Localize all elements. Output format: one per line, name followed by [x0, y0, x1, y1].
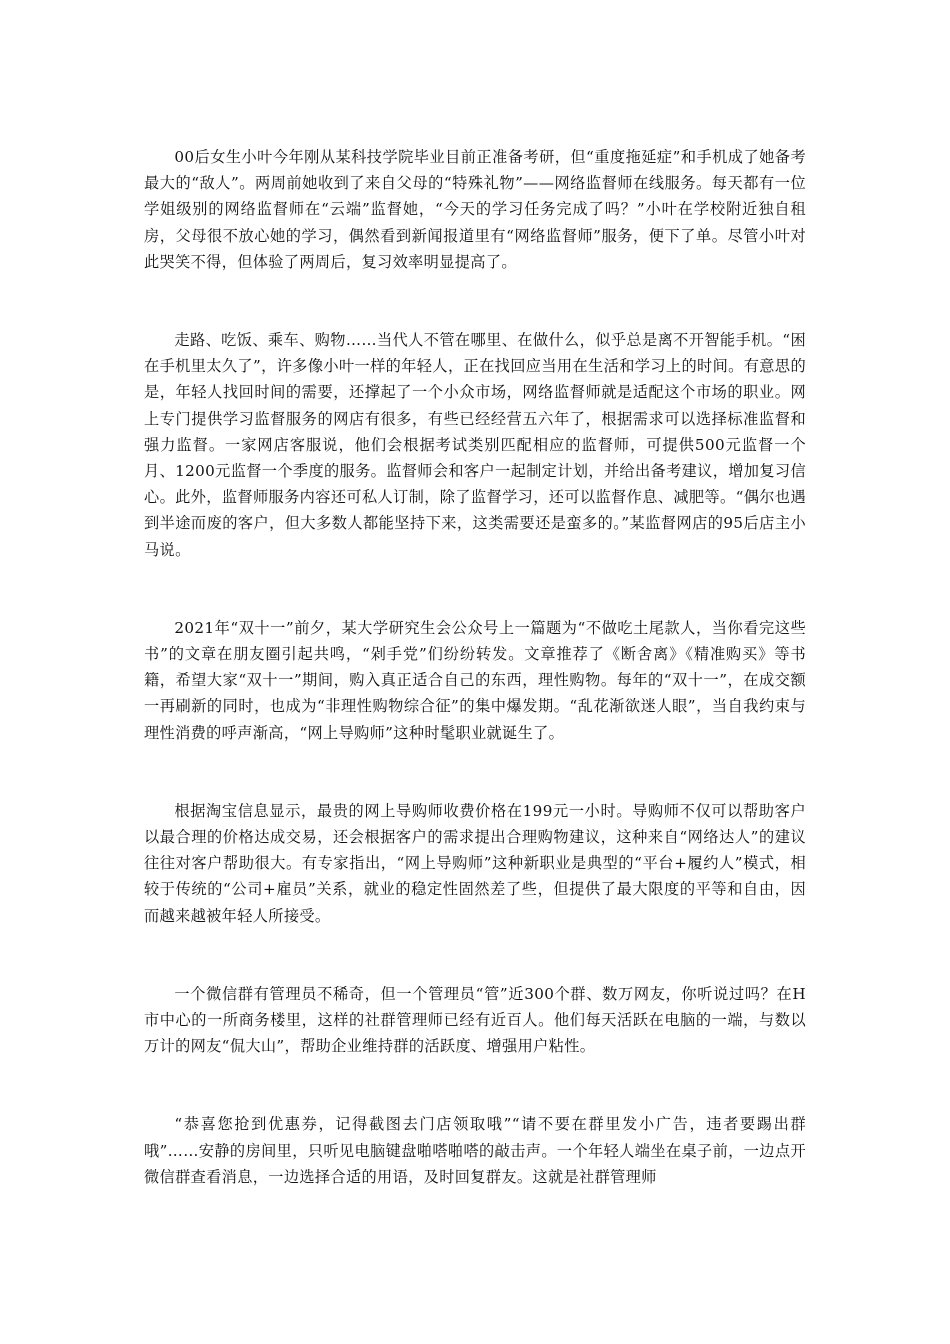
paragraph-supervision-market: 走路、吃饭、乘车、购物……当代人不管在哪里、在做什么，似乎总是离不开智能手机。“困在手机里太久了”，许多像小叶一样的年轻人，正在找回应当用在生活和学习上的时间。有意思的是，年轻人找回时间的需要，还撑起了一个小众市场，网络监督师就是适配这个市场的职业。网上专门提供学习监督服务的网店有很多，有些已经经营五六年了，根据需求可以选择标准监督和强力监督。一家网店客服说，他们会根据考试类别匹配相应的监督师，可提供500元监督一个月、1200元监督一个季度的服务。监督师会和客户一起制定计划，并给出备考建议，增加复习信心。此外，监督师服务内容还可私人订制，除了监督学习，还可以监督作息、减肥等。“偶尔也遇到半途而废的客户，但大多数人都能坚持下来，这类需要还是蛮多的。”某监督网店的95后店主小马说。 — [144, 331, 806, 559]
paragraph-shopping-guide: 根据淘宝信息显示，最贵的网上导购师收费价格在199元一小时。导购师不仅可以帮助客户以最合理的价格达成交易，还会根据客户的需求提出合理购物建议，这种来自“网络达人”的建议往往对客户帮助很大。有专家指出，“网上导购师”这种新职业是典型的“平台+履约人”模式，相较于传统的“公司+雇员”关系，就业的稳定性固然差了些，但提供了最大限度的平等和自由，因而越来越被年轻人所接受。 — [144, 801, 806, 925]
paragraph-community-manager: 一个微信群有管理员不稀奇，但一个管理员“管”近300个群、数万网友，你听说过吗？在H市中心的一所商务楼里，这样的社群管理师已经有近百人。他们每天活跃在电脑的一端，与数以万计的网友“侃大山”，帮助企业维持群的活跃度、增强用户粘性。 — [144, 984, 806, 1056]
paragraph-group-chat-scene: “恭喜您抢到优惠券，记得截图去门店领取哦”“请不要在群里发小广告，违者要踢出群哦”……安静的房间里，只听见电脑键盘啪嗒啪嗒的敲击声。一个年轻人端坐在桌子前，一边点开微信群查看消息，一边选择合适的用语，及时回复群友。这就是社群管理师 — [144, 1115, 806, 1186]
document-page — [144, 144, 806, 1190]
paragraph-online-supervisor: 00后女生小叶今年刚从某科技学院毕业目前正准备考研，但“重度拖延症”和手机成了她备考最大的“敌人”。两周前她收到了来自父母的“特殊礼物”——网络监督师在线服务。每天都有一位学姐级别的网络监督师在“云端”监督她，“今天的学习任务完成了吗？”小叶在学校附近独自租房，父母很不放心她的学习，偶然看到新闻报道里有“网络监督师”服务，便下了单。尽管小叶对此哭笑不得，但体验了两周后，复习效率明显提高了。 — [144, 148, 806, 271]
paragraph-double-eleven: 2021年“双十一”前夕，某大学研究生会公众号上一篇题为“不做吃土尾款人，当你看完这些书”的文章在朋友圈引起共鸣，“剁手党”们纷纷转发。文章推荐了《断舍离》《精准购买》等书籍，希望大家“双十一”期间，购入真正适合自己的东西，理性购物。每年的“双十一”，在成交额一再刷新的同时，也成为“非理性购物综合征”的集中爆发期。“乱花渐欲迷人眼”，当自我约束与理性消费的呼声渐高，“网上导购师”这种时髦职业就诞生了。 — [144, 618, 806, 742]
